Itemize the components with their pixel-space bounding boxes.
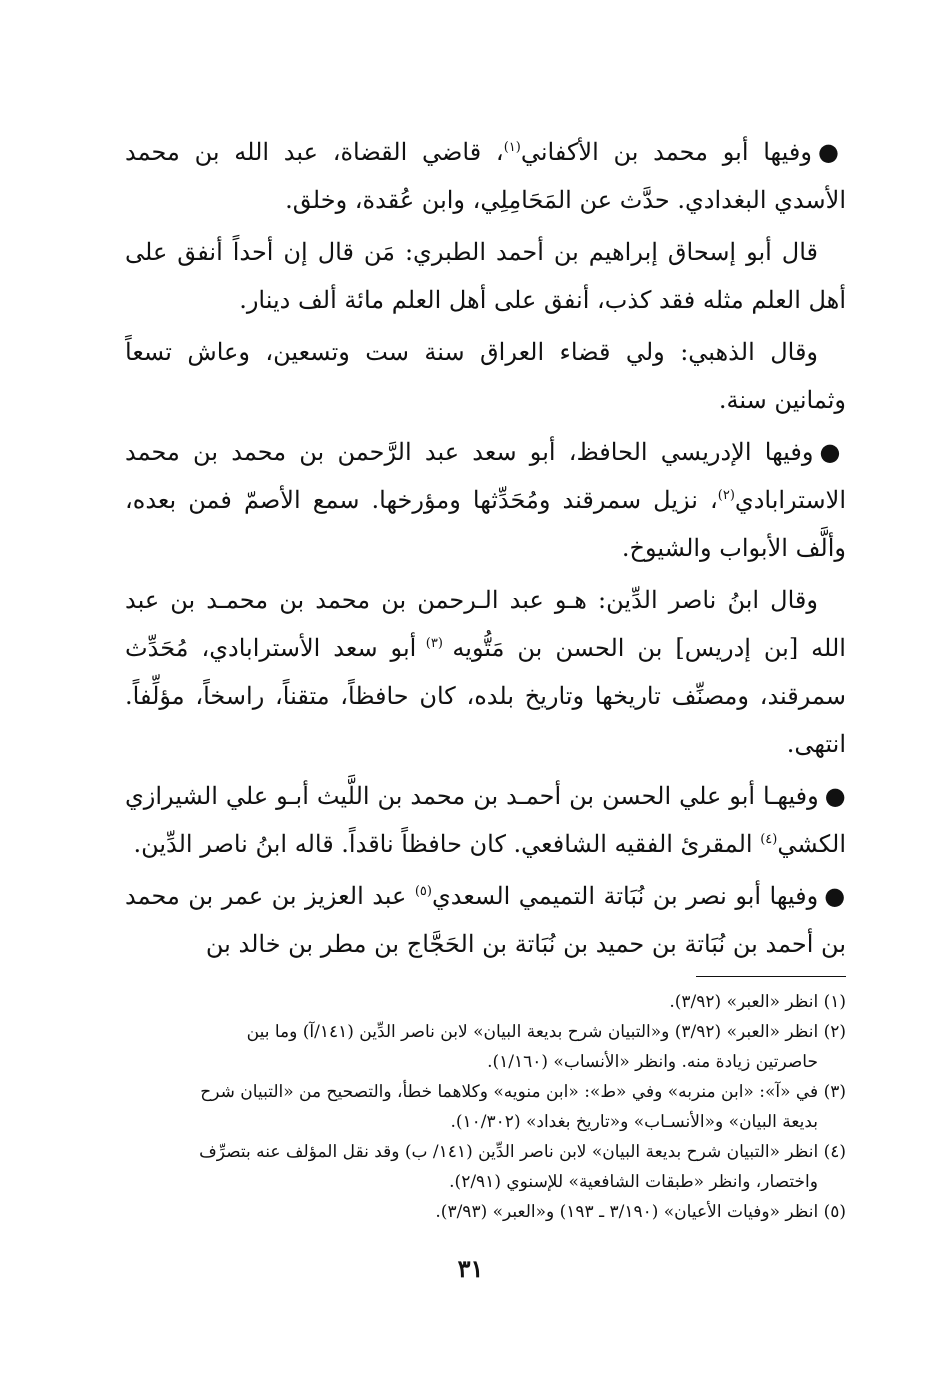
paragraph-2: قال أبو إسحاق إبراهيم بن أحمد الطبري: مَن قال إن أحداً أنفق على أهل العلم مثله فقد كذب، أنفق على أهل العلم مائة ألف دينار. xyxy=(125,238,846,314)
footnote-ref-1[interactable]: (١) xyxy=(503,140,521,155)
footnote-ref-2[interactable]: (٢) xyxy=(717,488,735,503)
main-text xyxy=(125,128,846,968)
bullet-icon: ● xyxy=(819,438,846,466)
footnote-3: (٣) في «آ»: «ابن منربه» وفي «ط»: «ابن منويه» وكلاهما خطأ، والتصحيح من «التبيان شرح بديعة البيان» و«الأنسـاب» و«تاريخ بغداد» (١٠/٣٠٢). xyxy=(200,1082,846,1132)
paragraph-6: ●وفيهـا أبو علي الحسن بن أحمـد بن محمد بن اللَّيث أبـو علي الشيرازي الكشي$^{(٤)}$ المقرئ الفقيه الشافعي. كان حافظاً ناقداً. قاله ابنُ ناصر الدِّين. xyxy=(125,782,846,858)
bullet-icon: ● xyxy=(817,138,846,166)
footnote-ref-4[interactable]: (٤) xyxy=(760,832,778,847)
bullet-icon: ● xyxy=(824,782,846,810)
footnote-divider xyxy=(696,976,846,977)
footnote-2: (٢) انظر «العبر» (٣/٩٢) و«التبيان شرح بديعة البيان» لابن ناصر الدِّين (١٤١/آ) وما بين حاصرتين زيادة منه. وانظر «الأنساب» (١/١٦٠). xyxy=(246,1022,846,1072)
bullet-icon: ● xyxy=(824,882,846,910)
footnote-1: (١) انظر «العبر» (٣/٩٢). xyxy=(669,992,846,1012)
footnote-5: (٥) انظر «وفيات الأعيان» (٣/١٩٠ ـ ١٩٣) و«العبر» (٣/٩٣). xyxy=(435,1202,846,1222)
paragraph-5: وقال ابنُ ناصر الدِّين: هـو عبد الـرحمن بن محمد بن محمـد بن عبد الله [بن إدريس] بن الحسن بن مَتُّويه $^{(٣)}$ أبو سعد الأسترابادي، مُحَدِّث سمرقند، ومصنِّف تاريخها وتاريخ بلده، كان حافظاً، متقناً، راسخاً، مؤلِّفاً. انتهى. xyxy=(125,586,846,758)
page-number: ٣١ xyxy=(457,1254,484,1283)
footnote-ref-5[interactable]: (٥) xyxy=(414,884,432,899)
paragraph-1: ●وفيها أبو محمد بن الأكفاني$^{(١)}$، قاضي القضاة، عبد الله بن محمد الأسدي البغدادي. حدَّث عن المَحَامِلِي، وابن عُقدة، وخلق. xyxy=(125,138,846,214)
paragraph-4: ●وفيها الإدريسي الحافظ، أبو سعد عبد الرَّحمن بن محمد بن محمد الاسترابادي$^{(٢)}$، نزيل سمرقند ومُحَدِّثها ومؤرخها. سمع الأصمّ فمن بعده، وألَّف الأبواب والشيوخ. xyxy=(125,438,846,562)
paragraph-7: ●وفيها أبو نصر بن نُبَاتة التميمي السعدي$^{(٥)}$ عبد العزيز بن عمر بن محمد بن أحمد بن نُبَاتة بن حميد بن نُبَاتة بن الحَجَّاج بن مطر بن خالد بن xyxy=(125,882,846,958)
footnote-4: (٤) انظر «التبيان شرح بديعة البيان» لابن ناصر الدِّين (١٤١/ ب) وقد نقل المؤلف عنه بتصرِّف واختصار، وانظر «طبقات الشافعية» للإسنوي (٢/٩١). xyxy=(199,1142,846,1192)
footnote-ref-3[interactable]: (٣) xyxy=(416,636,453,651)
footnotes xyxy=(125,987,846,1227)
paragraph-3: وقال الذهبي: ولي قضاء العراق سنة ست وتسعين، وعاش تسعاً وثمانين سنة. xyxy=(125,338,846,414)
